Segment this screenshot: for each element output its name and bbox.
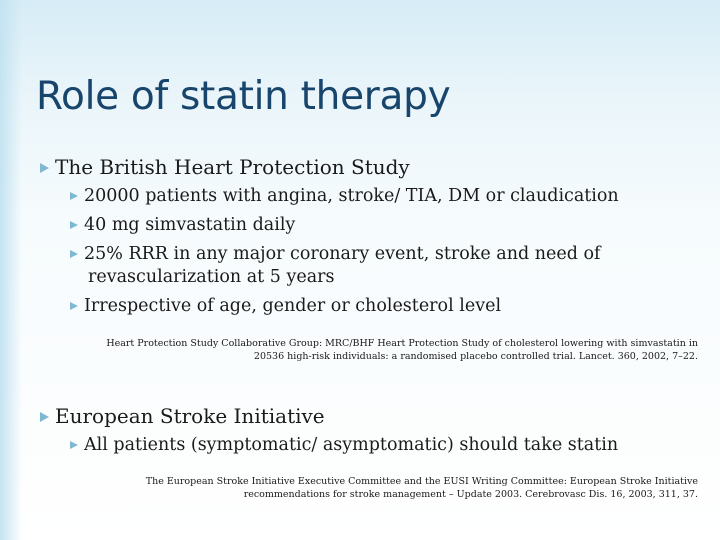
section2-heading: European Stroke Initiative: [55, 404, 325, 428]
triangle-bullet-icon: [70, 302, 78, 310]
sub-bullet-irrespective: [70, 296, 501, 316]
reference-hps: [106, 337, 698, 363]
sub-bullet-text: Irrespective of age, gender or cholesterol level: [84, 296, 502, 316]
triangle-bullet-icon: [40, 163, 49, 173]
decorative-left-band: [0, 0, 22, 540]
sub-bullet-dose: [70, 215, 295, 235]
reference-line: 20536 high-risk individuals: a randomised placebo controlled trial. Lancet. 360, 2002, 7–22.: [253, 351, 698, 362]
sub-bullet-text: 25% RRR in any major coronary event, stroke and need of: [84, 244, 601, 264]
triangle-bullet-icon: [70, 221, 78, 229]
reference-line: recommendations for stroke management – Update 2003. Cerebrovasc Dis. 16, 2003, 311, 37.: [243, 489, 698, 500]
triangle-bullet-icon: [70, 441, 78, 449]
sub-bullet-text: 40 mg simvastatin daily: [84, 215, 296, 235]
sub-bullet-text: All patients (symptomatic/ asymptomatic) should take statin: [84, 435, 619, 455]
bullet-heart-protection-study: [40, 155, 410, 179]
sub-bullet-text: 20000 patients with angina, stroke/ TIA, DM or claudication: [84, 186, 619, 206]
triangle-bullet-icon: [70, 192, 78, 200]
sub-bullet-rrr-continuation: revascularization at 5 years: [88, 267, 335, 287]
bullet-european-stroke-initiative: [40, 404, 325, 428]
triangle-bullet-icon: [70, 250, 78, 258]
triangle-bullet-icon: [40, 412, 49, 422]
sub-bullet-all-patients: [70, 435, 618, 455]
sub-bullet-rrr: [70, 244, 601, 264]
reference-eusi: [146, 475, 698, 501]
sub-bullet-patients: [70, 186, 619, 206]
reference-line: Heart Protection Study Collaborative Group: MRC/BHF Heart Protection Study of cholesterol lowering with simvastatin in: [106, 338, 698, 349]
slide-title: Role of statin therapy: [36, 74, 451, 119]
reference-line: The European Stroke Initiative Executive Committee and the EUSI Writing Committee: European Stroke Initiative: [145, 476, 698, 487]
section1-heading: The British Heart Protection Study: [55, 155, 410, 179]
